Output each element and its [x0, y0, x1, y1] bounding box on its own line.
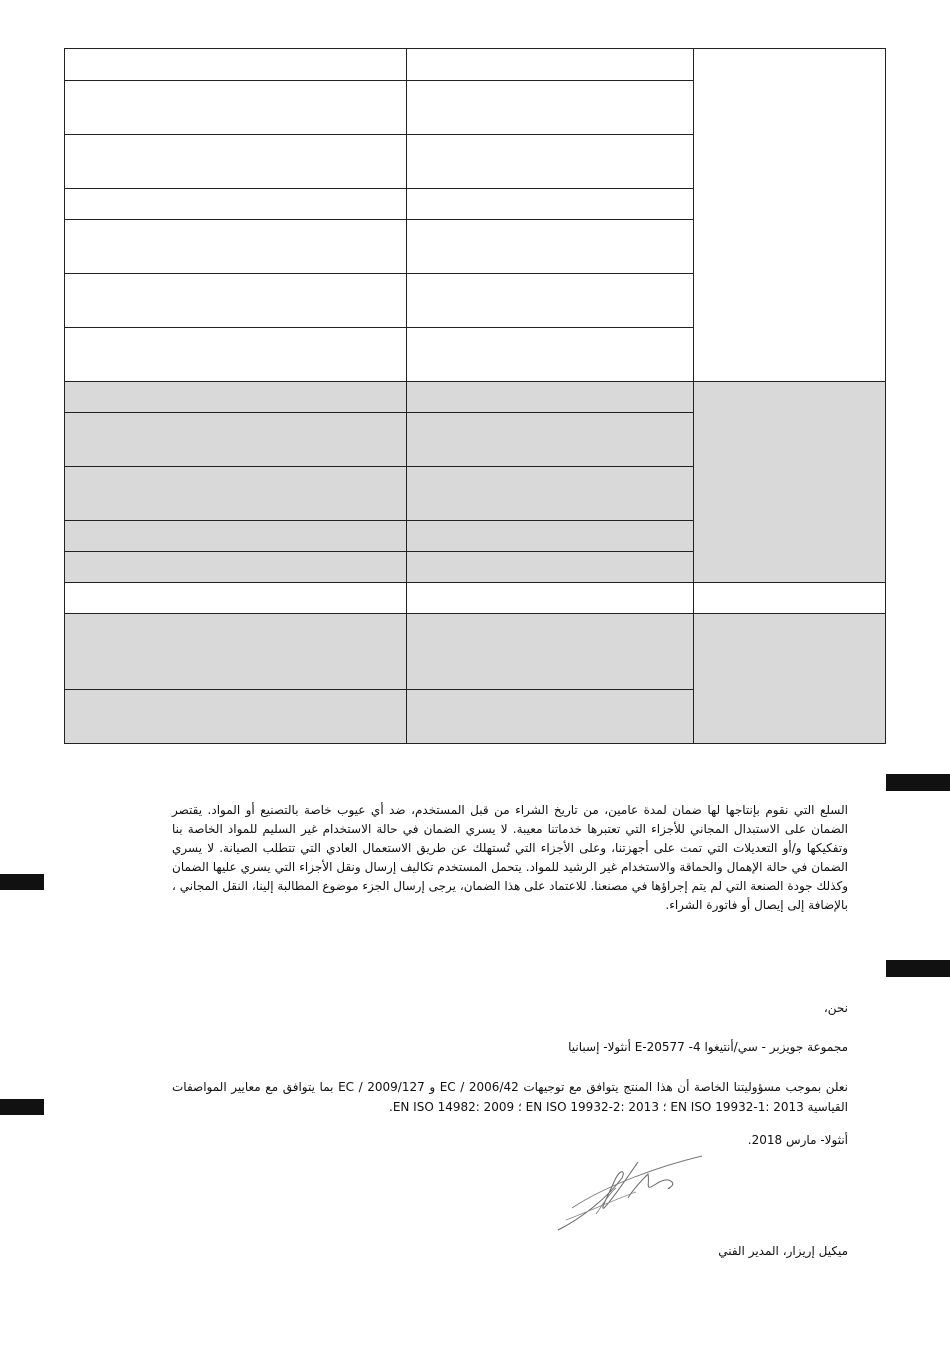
warranty-paragraph: السلع التي نقوم بإنتاجها لها ضمان لمدة عامين، من تاريخ الشراء من قبل المستخدم، ضد أي عيوب خاصة بالتصنيع أو المواد. يقتصر الضمان على الاستبدال المجاني للأجزاء التي تعتبرها خدماتنا معيبة. لا يسري الضمان في حالة الاستخدام غير السليم للمواد الخاصة بنا وتفكيكها و/أو التعديلات التي تمت على أجهزتنا، وعلى الأجزاء التي تُستهلك عن طريق الاستعمال العادي التي تتطلب الصيانة. لا يسري الضمان في حالة الإهمال والحماقة والاستخدام غير الرشيد للمواد. يتحمل المستخدم تكاليف إرسال ونقل الأجزاء التي يسري عليها الضمان وكذلك جودة الصنعة التي لم يتم إجراؤها في مصنعنا. للاعتماد على هذا الضمان، يرجى إرسال الجزء موضوع المطالبة إلينا، النقل المجاني ، بالإضافة إلى إيصال أو فاتورة الشراء. — [172, 803, 848, 912]
table-cell — [407, 328, 694, 382]
specifications-table — [64, 48, 886, 744]
table-cell — [65, 467, 407, 521]
table-cell — [407, 220, 694, 274]
table-cell — [65, 220, 407, 274]
signatory-name: ميكيل إريزار، المدير الفني — [718, 1244, 848, 1258]
table-cell — [407, 583, 694, 614]
table-cell — [407, 521, 694, 552]
table-cell — [407, 189, 694, 220]
table-cell — [694, 49, 886, 382]
declaration-we: نحن، — [823, 1001, 848, 1015]
table-cell — [65, 328, 407, 382]
table-cell — [407, 382, 694, 413]
table-cell — [65, 521, 407, 552]
section-tab-marker — [886, 960, 950, 977]
table-cell — [65, 583, 407, 614]
table-cell — [65, 135, 407, 189]
table-cell — [694, 614, 886, 744]
table-cell — [65, 274, 407, 328]
table-cell — [65, 614, 407, 690]
table-cell — [694, 382, 886, 583]
table-cell — [407, 81, 694, 135]
table-cell — [65, 552, 407, 583]
table-cell — [65, 189, 407, 220]
place-and-date: أنثولا- مارس 2018. — [747, 1133, 848, 1147]
table-cell — [407, 552, 694, 583]
table-cell — [65, 382, 407, 413]
section-tab-marker — [0, 874, 44, 890]
table-cell — [407, 413, 694, 467]
table-cell — [65, 81, 407, 135]
table-cell — [65, 413, 407, 467]
table-cell — [407, 690, 694, 744]
table-cell — [407, 135, 694, 189]
table-cell — [407, 467, 694, 521]
section-tab-marker — [886, 774, 950, 791]
table-cell — [694, 583, 886, 614]
table-cell — [407, 49, 694, 81]
table-cell — [65, 690, 407, 744]
company-address: مجموعة جويزبر - سي/أنتيغوا 4- E-20577 أنثولا- إسبانيا — [568, 1040, 848, 1054]
table-cell — [407, 274, 694, 328]
section-tab-marker — [0, 1099, 44, 1115]
conformity-statement: نعلن بموجب مسؤوليتنا الخاصة أن هذا المنتج يتوافق مع توجيهات EC / 2006/42 و EC / 2009/127 بما يتوافق مع معايير المواصفات القياسية EN ISO 19932-1: 2013 ؛ EN ISO 19932-2: 2013 ؛ EN ISO 14982: 2009. — [172, 1080, 849, 1114]
signature — [552, 1148, 712, 1238]
table-cell — [65, 49, 407, 81]
table-cell — [407, 614, 694, 690]
